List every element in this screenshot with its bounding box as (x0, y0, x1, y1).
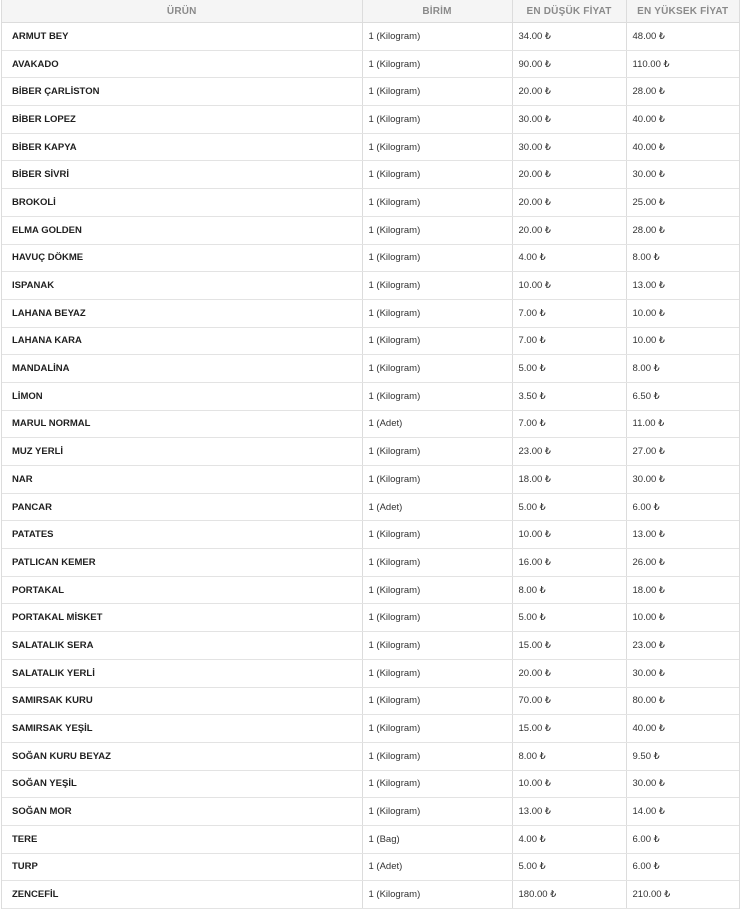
min-price-cell: 15.00 ₺ (512, 632, 626, 660)
unit-cell: 1 (Kilogram) (362, 216, 512, 244)
min-price-cell: 70.00 ₺ (512, 687, 626, 715)
table-row (2, 50, 739, 78)
min-price-cell: 18.00 ₺ (512, 466, 626, 494)
min-price-cell: 20.00 ₺ (512, 78, 626, 106)
min-price-cell: 7.00 ₺ (512, 299, 626, 327)
unit-cell: 1 (Kilogram) (362, 189, 512, 217)
table-row (2, 687, 739, 715)
product-cell: TURP (2, 853, 362, 881)
max-price-cell: 26.00 ₺ (626, 549, 739, 577)
product-cell: PATATES (2, 521, 362, 549)
unit-cell: 1 (Kilogram) (362, 881, 512, 909)
table-row (2, 770, 739, 798)
min-price-cell: 20.00 ₺ (512, 216, 626, 244)
max-price-cell: 40.00 ₺ (626, 106, 739, 134)
unit-cell: 1 (Kilogram) (362, 299, 512, 327)
unit-cell: 1 (Kilogram) (362, 659, 512, 687)
unit-cell: 1 (Kilogram) (362, 272, 512, 300)
table-row (2, 576, 739, 604)
product-cell: SOĞAN MOR (2, 798, 362, 826)
column-header-max-price[interactable]: EN YÜKSEK FİYAT (626, 0, 739, 23)
max-price-cell: 6.50 ₺ (626, 382, 739, 410)
table-row (2, 355, 739, 383)
min-price-cell: 3.50 ₺ (512, 382, 626, 410)
product-cell: SAMIRSAK KURU (2, 687, 362, 715)
product-cell: LİMON (2, 382, 362, 410)
table-row (2, 327, 739, 355)
unit-cell: 1 (Kilogram) (362, 382, 512, 410)
unit-cell: 1 (Kilogram) (362, 50, 512, 78)
table-row (2, 659, 739, 687)
product-cell: SAMIRSAK YEŞİL (2, 715, 362, 743)
table-row (2, 272, 739, 300)
table-row (2, 798, 739, 826)
max-price-cell: 40.00 ₺ (626, 715, 739, 743)
table-header (2, 0, 739, 23)
table-row (2, 881, 739, 909)
min-price-cell: 20.00 ₺ (512, 161, 626, 189)
min-price-cell: 10.00 ₺ (512, 272, 626, 300)
unit-cell: 1 (Kilogram) (362, 742, 512, 770)
unit-cell: 1 (Kilogram) (362, 327, 512, 355)
min-price-cell: 7.00 ₺ (512, 410, 626, 438)
product-cell: PORTAKAL (2, 576, 362, 604)
unit-cell: 1 (Kilogram) (362, 466, 512, 494)
min-price-cell: 8.00 ₺ (512, 576, 626, 604)
product-cell: MANDALİNA (2, 355, 362, 383)
max-price-cell: 13.00 ₺ (626, 272, 739, 300)
unit-cell: 1 (Adet) (362, 493, 512, 521)
table-body (2, 23, 739, 909)
table-row (2, 216, 739, 244)
max-price-cell: 28.00 ₺ (626, 216, 739, 244)
min-price-cell: 5.00 ₺ (512, 355, 626, 383)
unit-cell: 1 (Kilogram) (362, 632, 512, 660)
product-cell: LAHANA BEYAZ (2, 299, 362, 327)
unit-cell: 1 (Adet) (362, 853, 512, 881)
min-price-cell: 5.00 ₺ (512, 604, 626, 632)
max-price-cell: 80.00 ₺ (626, 687, 739, 715)
product-cell: ISPANAK (2, 272, 362, 300)
unit-cell: 1 (Kilogram) (362, 798, 512, 826)
table-row (2, 742, 739, 770)
max-price-cell: 10.00 ₺ (626, 299, 739, 327)
min-price-cell: 20.00 ₺ (512, 659, 626, 687)
unit-cell: 1 (Kilogram) (362, 521, 512, 549)
unit-cell: 1 (Kilogram) (362, 23, 512, 51)
max-price-cell: 30.00 ₺ (626, 161, 739, 189)
column-header-product[interactable]: ÜRÜN (2, 0, 362, 23)
product-cell: BROKOLİ (2, 189, 362, 217)
table-row (2, 133, 739, 161)
product-cell: SALATALIK SERA (2, 632, 362, 660)
min-price-cell: 5.00 ₺ (512, 853, 626, 881)
table-row (2, 493, 739, 521)
product-cell: PORTAKAL MİSKET (2, 604, 362, 632)
unit-cell: 1 (Kilogram) (362, 106, 512, 134)
min-price-cell: 4.00 ₺ (512, 244, 626, 272)
price-table (2, 0, 739, 909)
max-price-cell: 30.00 ₺ (626, 770, 739, 798)
table-header-row (2, 0, 739, 23)
min-price-cell: 90.00 ₺ (512, 50, 626, 78)
min-price-cell: 16.00 ₺ (512, 549, 626, 577)
min-price-cell: 10.00 ₺ (512, 770, 626, 798)
table-row (2, 632, 739, 660)
unit-cell: 1 (Kilogram) (362, 604, 512, 632)
table-row (2, 161, 739, 189)
max-price-cell: 110.00 ₺ (626, 50, 739, 78)
unit-cell: 1 (Kilogram) (362, 576, 512, 604)
product-cell: BİBER KAPYA (2, 133, 362, 161)
max-price-cell: 23.00 ₺ (626, 632, 739, 660)
max-price-cell: 13.00 ₺ (626, 521, 739, 549)
unit-cell: 1 (Kilogram) (362, 770, 512, 798)
product-cell: ELMA GOLDEN (2, 216, 362, 244)
max-price-cell: 14.00 ₺ (626, 798, 739, 826)
table-row (2, 299, 739, 327)
min-price-cell: 23.00 ₺ (512, 438, 626, 466)
max-price-cell: 9.50 ₺ (626, 742, 739, 770)
table-row (2, 853, 739, 881)
min-price-cell: 5.00 ₺ (512, 493, 626, 521)
unit-cell: 1 (Kilogram) (362, 78, 512, 106)
product-cell: SALATALIK YERLİ (2, 659, 362, 687)
table-row (2, 189, 739, 217)
max-price-cell: 11.00 ₺ (626, 410, 739, 438)
table-row (2, 825, 739, 853)
max-price-cell: 27.00 ₺ (626, 438, 739, 466)
product-cell: HAVUÇ DÖKME (2, 244, 362, 272)
product-cell: MARUL NORMAL (2, 410, 362, 438)
table-row (2, 438, 739, 466)
max-price-cell: 6.00 ₺ (626, 493, 739, 521)
min-price-cell: 34.00 ₺ (512, 23, 626, 51)
unit-cell: 1 (Kilogram) (362, 549, 512, 577)
max-price-cell: 30.00 ₺ (626, 659, 739, 687)
max-price-cell: 28.00 ₺ (626, 78, 739, 106)
max-price-cell: 10.00 ₺ (626, 604, 739, 632)
min-price-cell: 7.00 ₺ (512, 327, 626, 355)
max-price-cell: 10.00 ₺ (626, 327, 739, 355)
min-price-cell: 30.00 ₺ (512, 133, 626, 161)
min-price-cell: 8.00 ₺ (512, 742, 626, 770)
max-price-cell: 8.00 ₺ (626, 244, 739, 272)
unit-cell: 1 (Kilogram) (362, 715, 512, 743)
table-row (2, 78, 739, 106)
unit-cell: 1 (Kilogram) (362, 438, 512, 466)
product-cell: BİBER SİVRİ (2, 161, 362, 189)
min-price-cell: 10.00 ₺ (512, 521, 626, 549)
unit-cell: 1 (Kilogram) (362, 133, 512, 161)
max-price-cell: 18.00 ₺ (626, 576, 739, 604)
min-price-cell: 4.00 ₺ (512, 825, 626, 853)
table-row (2, 106, 739, 134)
max-price-cell: 8.00 ₺ (626, 355, 739, 383)
unit-cell: 1 (Kilogram) (362, 244, 512, 272)
unit-cell: 1 (Kilogram) (362, 687, 512, 715)
table-row (2, 549, 739, 577)
table-row (2, 382, 739, 410)
unit-cell: 1 (Bag) (362, 825, 512, 853)
min-price-cell: 15.00 ₺ (512, 715, 626, 743)
table-row (2, 521, 739, 549)
min-price-cell: 180.00 ₺ (512, 881, 626, 909)
product-cell: TERE (2, 825, 362, 853)
product-cell: ARMUT BEY (2, 23, 362, 51)
column-header-unit[interactable]: BİRİM (362, 0, 512, 23)
table-row (2, 23, 739, 51)
max-price-cell: 25.00 ₺ (626, 189, 739, 217)
min-price-cell: 20.00 ₺ (512, 189, 626, 217)
min-price-cell: 13.00 ₺ (512, 798, 626, 826)
unit-cell: 1 (Kilogram) (362, 355, 512, 383)
product-cell: NAR (2, 466, 362, 494)
table-row (2, 466, 739, 494)
unit-cell: 1 (Adet) (362, 410, 512, 438)
max-price-cell: 48.00 ₺ (626, 23, 739, 51)
max-price-cell: 6.00 ₺ (626, 825, 739, 853)
product-cell: SOĞAN KURU BEYAZ (2, 742, 362, 770)
max-price-cell: 6.00 ₺ (626, 853, 739, 881)
product-cell: MUZ YERLİ (2, 438, 362, 466)
table-row (2, 715, 739, 743)
min-price-cell: 30.00 ₺ (512, 106, 626, 134)
unit-cell: 1 (Kilogram) (362, 161, 512, 189)
max-price-cell: 30.00 ₺ (626, 466, 739, 494)
column-header-min-price[interactable]: EN DÜŞÜK FİYAT (512, 0, 626, 23)
max-price-cell: 40.00 ₺ (626, 133, 739, 161)
product-cell: SOĞAN YEŞİL (2, 770, 362, 798)
product-cell: PANCAR (2, 493, 362, 521)
product-cell: BİBER ÇARLİSTON (2, 78, 362, 106)
product-cell: LAHANA KARA (2, 327, 362, 355)
max-price-cell: 210.00 ₺ (626, 881, 739, 909)
table-row (2, 244, 739, 272)
product-cell: AVAKADO (2, 50, 362, 78)
price-table-container (1, 0, 740, 909)
product-cell: BİBER LOPEZ (2, 106, 362, 134)
product-cell: ZENCEFİL (2, 881, 362, 909)
product-cell: PATLICAN KEMER (2, 549, 362, 577)
table-row (2, 604, 739, 632)
table-row (2, 410, 739, 438)
